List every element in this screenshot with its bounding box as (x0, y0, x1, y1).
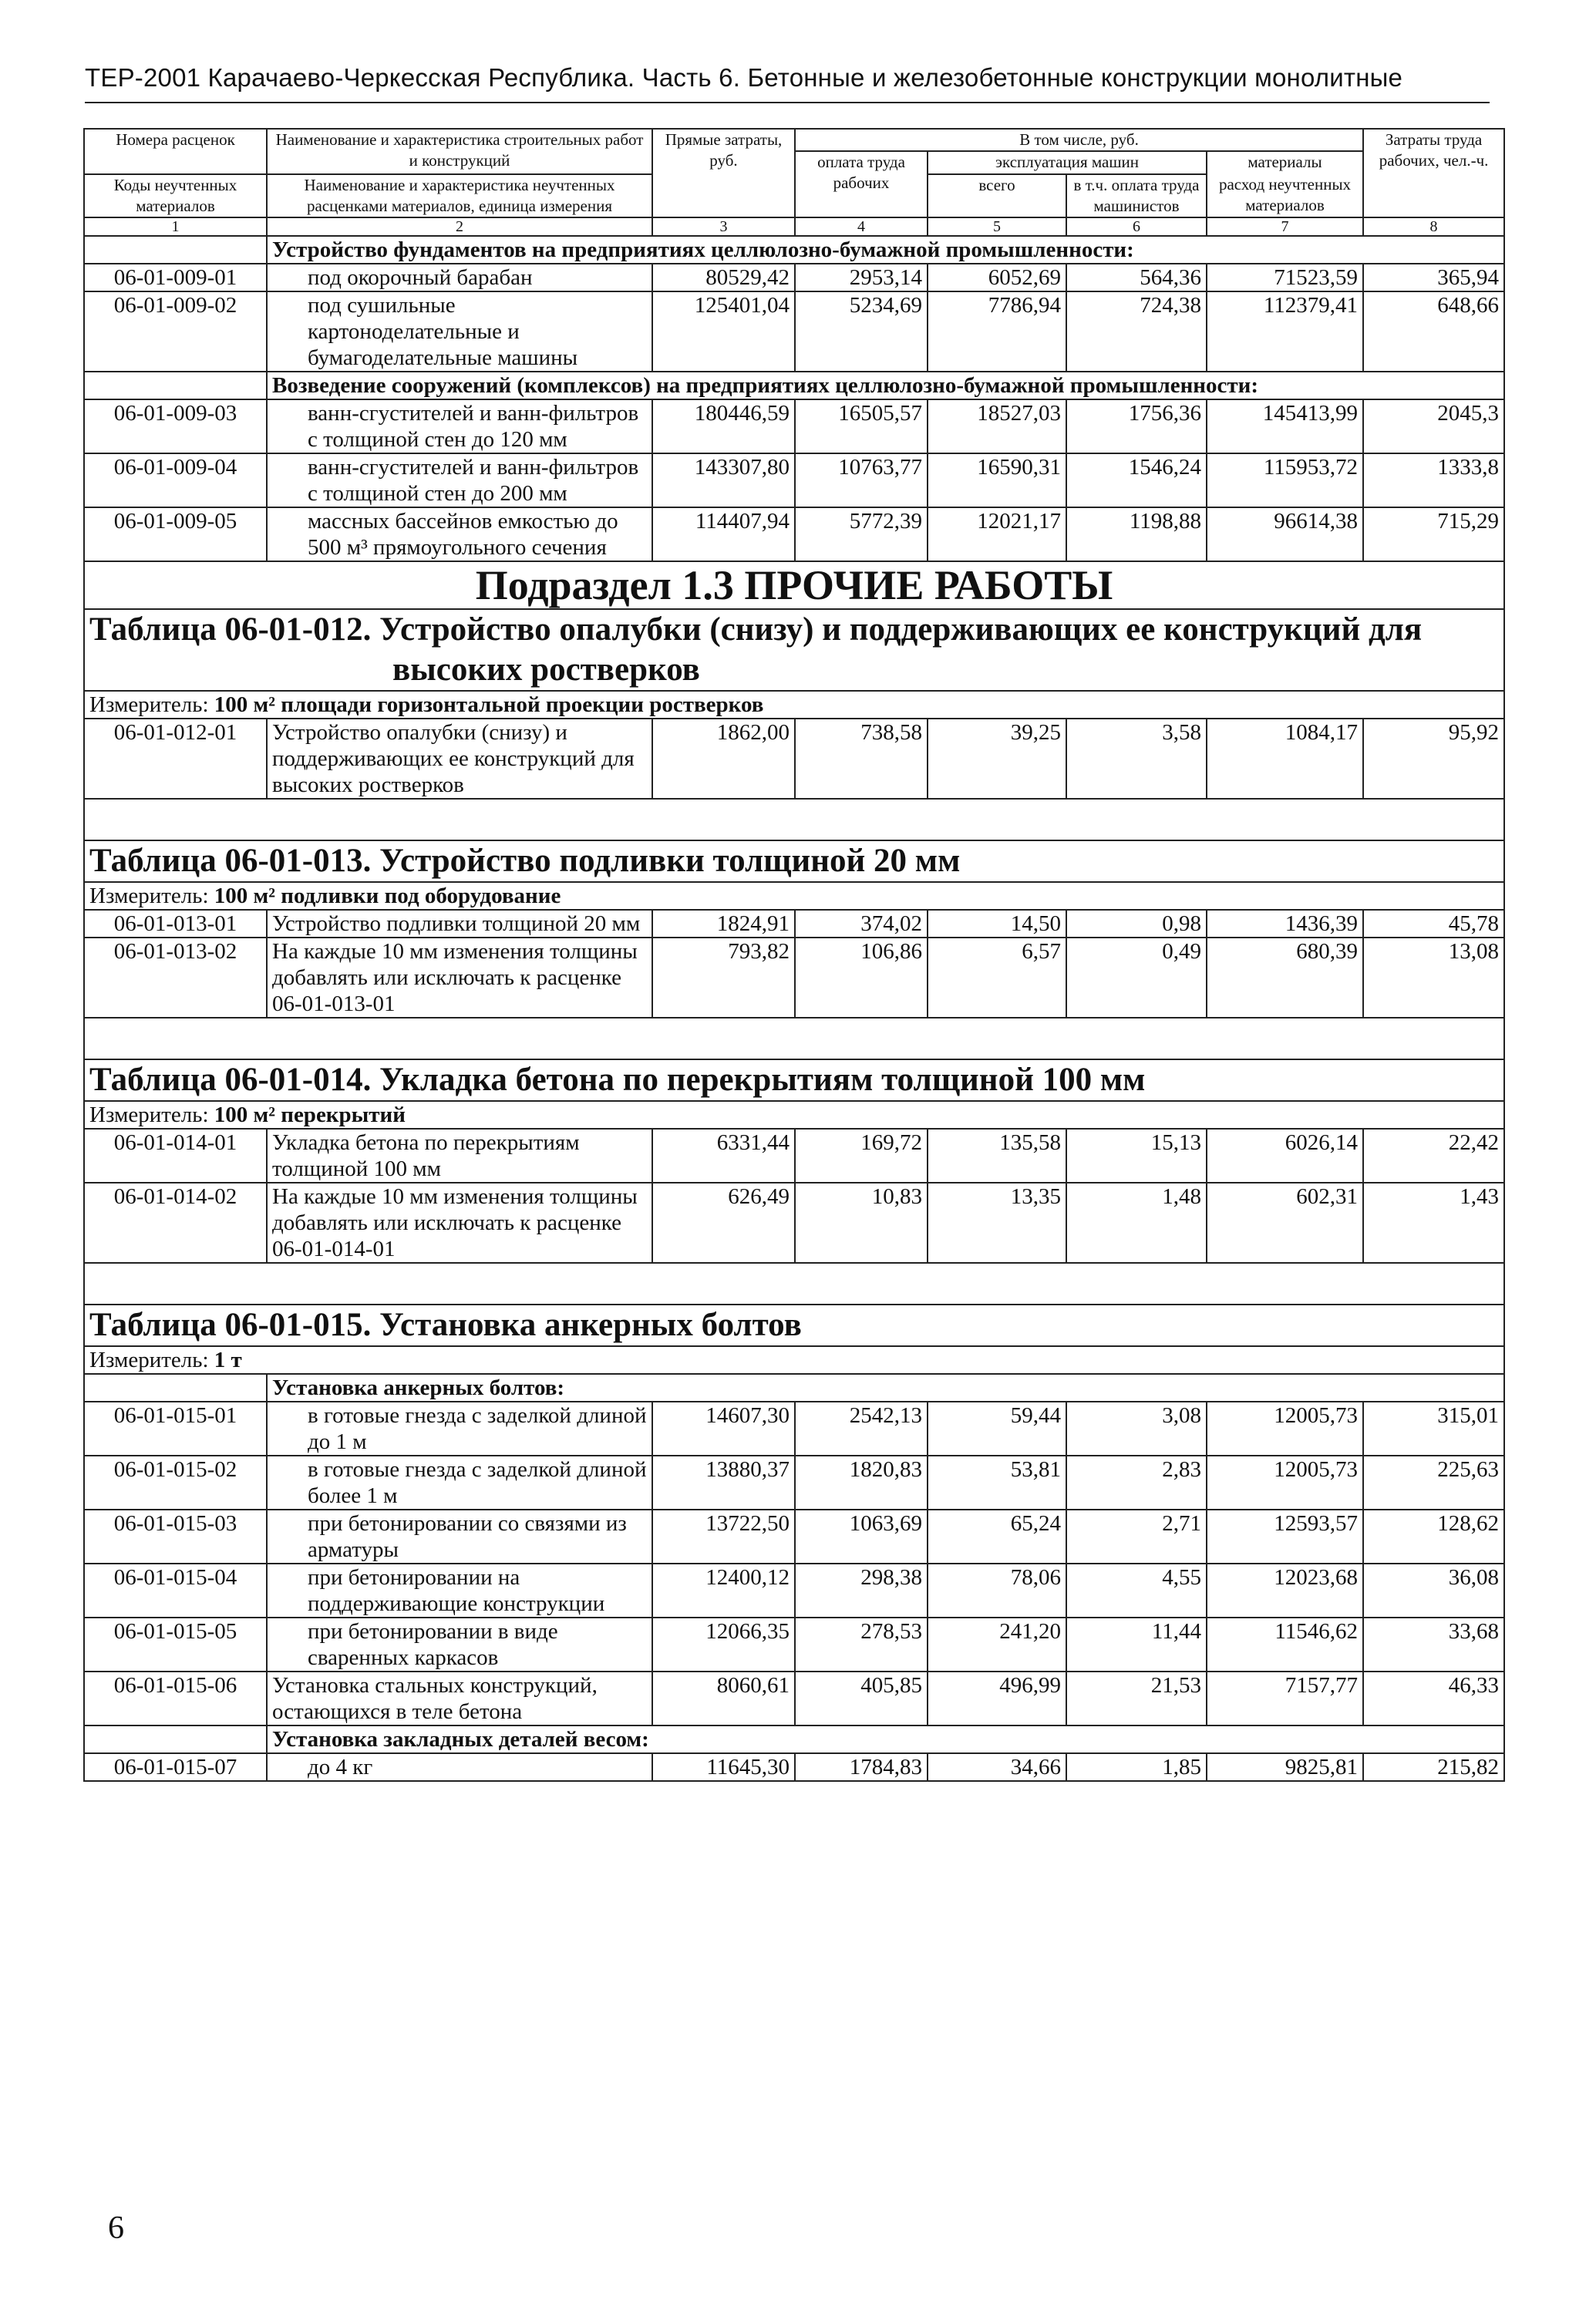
direct-cost: 180446,59 (652, 399, 795, 453)
measure-prefix: Измеритель: (89, 1103, 209, 1127)
table-row (84, 1129, 1504, 1183)
direct-cost: 80529,42 (652, 264, 795, 291)
drivers-pay: 1,48 (1066, 1183, 1207, 1263)
direct-cost: 12066,35 (652, 1618, 795, 1672)
rate-name: в готовые гнезда с заделкой длиной более 1 м (267, 1456, 652, 1510)
materials-cost: 12593,57 (1207, 1510, 1363, 1564)
measure-value: 100 м² перекрытий (214, 1103, 406, 1127)
direct-cost: 793,82 (652, 938, 795, 1018)
labor-pay: 5772,39 (795, 507, 928, 561)
rate-code: 06-01-015-03 (84, 1510, 267, 1564)
labor-hours: 1333,8 (1363, 453, 1504, 507)
labor-hours: 365,94 (1363, 264, 1504, 291)
col-rates-no: Номера расценок (84, 129, 267, 174)
labor-pay: 278,53 (795, 1618, 928, 1672)
group-title: Установка закладных деталей весом: (267, 1725, 1504, 1753)
direct-cost: 8060,61 (652, 1672, 795, 1725)
machines-total: 34,66 (928, 1753, 1066, 1781)
machines-total: 59,44 (928, 1402, 1066, 1456)
labor-hours: 45,78 (1363, 910, 1504, 938)
group-title: Возведение сооружений (комплексов) на предприятиях целлюлозно-бумажной промышленности: (267, 372, 1504, 399)
table-row (84, 1672, 1504, 1725)
table-title-line: высоких ростверков (392, 651, 700, 688)
labor-hours: 22,42 (1363, 1129, 1504, 1183)
machines-total: 241,20 (928, 1618, 1066, 1672)
table-title (84, 609, 1504, 691)
rate-name: при бетонировании на поддерживающие конструкции (267, 1564, 652, 1618)
labor-pay: 169,72 (795, 1129, 928, 1183)
table-row (84, 1183, 1504, 1263)
col-number: 4 (795, 217, 928, 236)
labor-hours: 215,82 (1363, 1753, 1504, 1781)
machines-total: 12021,17 (928, 507, 1066, 561)
labor-pay: 10763,77 (795, 453, 928, 507)
measure-unit (84, 882, 1504, 910)
labor-hours: 315,01 (1363, 1402, 1504, 1456)
col-number: 8 (1363, 217, 1504, 236)
table-row (84, 453, 1504, 507)
drivers-pay: 3,08 (1066, 1402, 1207, 1456)
col-total: всего (928, 174, 1066, 217)
machines-total: 53,81 (928, 1456, 1066, 1510)
machines-total: 6,57 (928, 938, 1066, 1018)
rate-code: 06-01-009-04 (84, 453, 267, 507)
machines-total: 135,58 (928, 1129, 1066, 1183)
machines-total: 13,35 (928, 1183, 1066, 1263)
drivers-pay: 0,49 (1066, 938, 1207, 1018)
labor-hours: 46,33 (1363, 1672, 1504, 1725)
labor-hours: 128,62 (1363, 1510, 1504, 1564)
labor-hours: 2045,3 (1363, 399, 1504, 453)
drivers-pay: 1,85 (1066, 1753, 1207, 1781)
labor-hours: 1,43 (1363, 1183, 1504, 1263)
direct-cost: 143307,80 (652, 453, 795, 507)
drivers-pay: 0,98 (1066, 910, 1207, 938)
measure-row (84, 882, 1504, 910)
col-labor: Затраты труда рабочих, чел.-ч. (1363, 129, 1504, 217)
col-name-top: Наименование и характеристика строительных работ и конструкций (267, 129, 652, 174)
direct-cost: 125401,04 (652, 291, 795, 372)
rate-name: Укладка бетона по перекрытиям толщиной 100 мм (267, 1129, 652, 1183)
labor-hours: 225,63 (1363, 1456, 1504, 1510)
materials-cost: 1436,39 (1207, 910, 1363, 938)
rate-name: Устройство опалубки (снизу) и поддерживающих ее конструкций для высоких ростверков (267, 719, 652, 799)
col-name-bottom: Наименование и характеристика неучтенных расценками материалов, единица измерения (267, 174, 652, 217)
direct-cost: 13722,50 (652, 1510, 795, 1564)
rate-code: 06-01-009-03 (84, 399, 267, 453)
rate-code: 06-01-015-01 (84, 1402, 267, 1456)
rate-code: 06-01-015-05 (84, 1618, 267, 1672)
col-incl: В том числе, руб. (795, 129, 1363, 151)
col-number: 6 (1066, 217, 1207, 236)
labor-pay: 405,85 (795, 1672, 928, 1725)
table-title: Таблица 06-01-015. Установка анкерных болтов (84, 1305, 1504, 1346)
drivers-pay: 15,13 (1066, 1129, 1207, 1183)
machines-total: 78,06 (928, 1564, 1066, 1618)
header-rule (85, 102, 1490, 103)
drivers-pay: 1546,24 (1066, 453, 1207, 507)
rates-table (83, 128, 1505, 1782)
labor-hours: 648,66 (1363, 291, 1504, 372)
rate-code: 06-01-012-01 (84, 719, 267, 799)
labor-hours: 715,29 (1363, 507, 1504, 561)
table-title: Таблица 06-01-014. Укладка бетона по перекрытиям толщиной 100 мм (84, 1059, 1504, 1101)
group-title: Установка анкерных болтов: (267, 1374, 1504, 1402)
group-row (84, 1725, 1504, 1753)
rate-name: под окорочный барабан (267, 264, 652, 291)
materials-cost: 1084,17 (1207, 719, 1363, 799)
machines-total: 7786,94 (928, 291, 1066, 372)
machines-total: 6052,69 (928, 264, 1066, 291)
col-number: 3 (652, 217, 795, 236)
measure-unit (84, 1346, 1504, 1374)
col-number: 1 (84, 217, 267, 236)
rate-name: Установка стальных конструкций, остающихся в теле бетона (267, 1672, 652, 1725)
measure-value: 100 м² подливки под оборудование (214, 884, 561, 908)
direct-cost: 14607,30 (652, 1402, 795, 1456)
section-title: Подраздел 1.3 ПРОЧИЕ РАБОТЫ (84, 561, 1504, 609)
drivers-pay: 1756,36 (1066, 399, 1207, 453)
header-row-1 (84, 129, 1504, 151)
direct-cost: 13880,37 (652, 1456, 795, 1510)
table-title-row (84, 1305, 1504, 1346)
materials-cost: 96614,38 (1207, 507, 1363, 561)
table-row (84, 1510, 1504, 1564)
table-row (84, 1618, 1504, 1672)
page-header: ТЕР-2001 Карачаево-Черкесская Республика. Часть 6. Бетонные и железобетонные конструкции монолитные (85, 63, 1403, 92)
labor-hours: 13,08 (1363, 938, 1504, 1018)
labor-pay: 2542,13 (795, 1402, 928, 1456)
machines-total: 14,50 (928, 910, 1066, 938)
direct-cost: 1862,00 (652, 719, 795, 799)
materials-cost: 602,31 (1207, 1183, 1363, 1263)
labor-pay: 16505,57 (795, 399, 928, 453)
direct-cost: 1824,91 (652, 910, 795, 938)
column-numbers-row (84, 217, 1504, 236)
table-row (84, 1402, 1504, 1456)
page-number: 6 (108, 2210, 124, 2246)
measure-row (84, 691, 1504, 719)
machines-total: 65,24 (928, 1510, 1066, 1564)
group-title: Устройство фундаментов на предприятиях целлюлозно-бумажной промышленности: (267, 236, 1504, 264)
materials-cost: 7157,77 (1207, 1672, 1363, 1725)
materials-cost: 9825,81 (1207, 1753, 1363, 1781)
table-row (84, 719, 1504, 799)
rate-name: ванн-сгустителей и ванн-фильтров с толщиной стен до 200 мм (267, 453, 652, 507)
col-incl-drivers: в т.ч. оплата труда машинистов (1066, 174, 1207, 217)
drivers-pay: 2,71 (1066, 1510, 1207, 1564)
rate-name: под сушильные картоноделательные и бумагоделательные машины (267, 291, 652, 372)
col-labor-pay: оплата труда рабочих (795, 151, 928, 217)
col-mat-cost: расход неучтенных материалов (1207, 174, 1363, 217)
table-row (84, 399, 1504, 453)
labor-pay: 738,58 (795, 719, 928, 799)
rate-code: 06-01-014-01 (84, 1129, 267, 1183)
rate-code: 06-01-013-01 (84, 910, 267, 938)
direct-cost: 626,49 (652, 1183, 795, 1263)
rate-code: 06-01-013-02 (84, 938, 267, 1018)
materials-cost: 145413,99 (1207, 399, 1363, 453)
rate-name: при бетонировании в виде сваренных каркасов (267, 1618, 652, 1672)
table-row (84, 291, 1504, 372)
measure-row (84, 1346, 1504, 1374)
labor-hours: 33,68 (1363, 1618, 1504, 1672)
machines-total: 18527,03 (928, 399, 1066, 453)
rate-code: 06-01-015-06 (84, 1672, 267, 1725)
labor-pay: 5234,69 (795, 291, 928, 372)
table-title-row (84, 1059, 1504, 1101)
machines-total: 39,25 (928, 719, 1066, 799)
measure-value: 1 т (214, 1348, 242, 1372)
group-row (84, 236, 1504, 264)
table-row (84, 1564, 1504, 1618)
direct-cost: 114407,94 (652, 507, 795, 561)
col-number: 2 (267, 217, 652, 236)
drivers-pay: 4,55 (1066, 1564, 1207, 1618)
section-title-row (84, 561, 1504, 609)
direct-cost: 12400,12 (652, 1564, 795, 1618)
measure-prefix: Измеритель: (89, 692, 209, 717)
table-title: Таблица 06-01-013. Устройство подливки толщиной 20 мм (84, 840, 1504, 882)
drivers-pay: 3,58 (1066, 719, 1207, 799)
drivers-pay: 724,38 (1066, 291, 1207, 372)
materials-cost: 11546,62 (1207, 1618, 1363, 1672)
drivers-pay: 21,53 (1066, 1672, 1207, 1725)
labor-pay: 1784,83 (795, 1753, 928, 1781)
machines-total: 16590,31 (928, 453, 1066, 507)
labor-pay: 106,86 (795, 938, 928, 1018)
direct-cost: 6331,44 (652, 1129, 795, 1183)
rate-name: Устройство подливки толщиной 20 мм (267, 910, 652, 938)
table-row (84, 264, 1504, 291)
labor-pay: 2953,14 (795, 264, 928, 291)
drivers-pay: 564,36 (1066, 264, 1207, 291)
rate-code: 06-01-009-02 (84, 291, 267, 372)
rate-name: до 4 кг (267, 1753, 652, 1781)
measure-prefix: Измеритель: (89, 1348, 209, 1372)
group-row (84, 1374, 1504, 1402)
materials-cost: 112379,41 (1207, 291, 1363, 372)
measure-unit (84, 1101, 1504, 1129)
materials-cost: 12005,73 (1207, 1456, 1363, 1510)
rate-name: На каждые 10 мм изменения толщины добавлять или исключать к расценке 06-01-014-01 (267, 1183, 652, 1263)
direct-cost: 11645,30 (652, 1753, 795, 1781)
materials-cost: 680,39 (1207, 938, 1363, 1018)
table-row (84, 938, 1504, 1018)
col-number: 7 (1207, 217, 1363, 236)
materials-cost: 12023,68 (1207, 1564, 1363, 1618)
rate-name: массных бассейнов емкостью до 500 м³ прямоугольного сечения (267, 507, 652, 561)
machines-total: 496,99 (928, 1672, 1066, 1725)
rate-code: 06-01-009-05 (84, 507, 267, 561)
labor-hours: 95,92 (1363, 719, 1504, 799)
labor-pay: 1820,83 (795, 1456, 928, 1510)
measure-unit (84, 691, 1504, 719)
rate-code: 06-01-015-04 (84, 1564, 267, 1618)
materials-cost: 115953,72 (1207, 453, 1363, 507)
measure-prefix: Измеритель: (89, 884, 209, 908)
table-title-row (84, 840, 1504, 882)
table-row (84, 1753, 1504, 1781)
col-materials: материалы (1207, 151, 1363, 174)
rate-name: ванн-сгустителей и ванн-фильтров с толщиной стен до 120 мм (267, 399, 652, 453)
rate-name: в готовые гнезда с заделкой длиной до 1 м (267, 1402, 652, 1456)
rate-code: 06-01-009-01 (84, 264, 267, 291)
materials-cost: 6026,14 (1207, 1129, 1363, 1183)
rate-code: 06-01-015-02 (84, 1456, 267, 1510)
table-row (84, 1456, 1504, 1510)
col-machines: эксплуатация машин (928, 151, 1207, 174)
labor-pay: 298,38 (795, 1564, 928, 1618)
rate-name: при бетонировании со связями из арматуры (267, 1510, 652, 1564)
labor-hours: 36,08 (1363, 1564, 1504, 1618)
labor-pay: 1063,69 (795, 1510, 928, 1564)
drivers-pay: 1198,88 (1066, 507, 1207, 561)
col-mat-codes: Коды неучтенных материалов (84, 174, 267, 217)
group-row (84, 372, 1504, 399)
col-number: 5 (928, 217, 1066, 236)
drivers-pay: 11,44 (1066, 1618, 1207, 1672)
table-row (84, 910, 1504, 938)
drivers-pay: 2,83 (1066, 1456, 1207, 1510)
materials-cost: 71523,59 (1207, 264, 1363, 291)
measure-value: 100 м² площади горизонтальной проекции ростверков (214, 692, 764, 717)
measure-row (84, 1101, 1504, 1129)
table-row (84, 507, 1504, 561)
labor-pay: 374,02 (795, 910, 928, 938)
rate-code: 06-01-014-02 (84, 1183, 267, 1263)
table-title-line: Таблица 06-01-012. Устройство опалубки (снизу) и поддерживающих ее конструкций для (89, 611, 1423, 648)
rate-name: На каждые 10 мм изменения толщины добавлять или исключать к расценке 06-01-013-01 (267, 938, 652, 1018)
col-direct: Прямые затраты, руб. (652, 129, 795, 217)
materials-cost: 12005,73 (1207, 1402, 1363, 1456)
labor-pay: 10,83 (795, 1183, 928, 1263)
table-title-row (84, 609, 1504, 691)
rate-code: 06-01-015-07 (84, 1753, 267, 1781)
